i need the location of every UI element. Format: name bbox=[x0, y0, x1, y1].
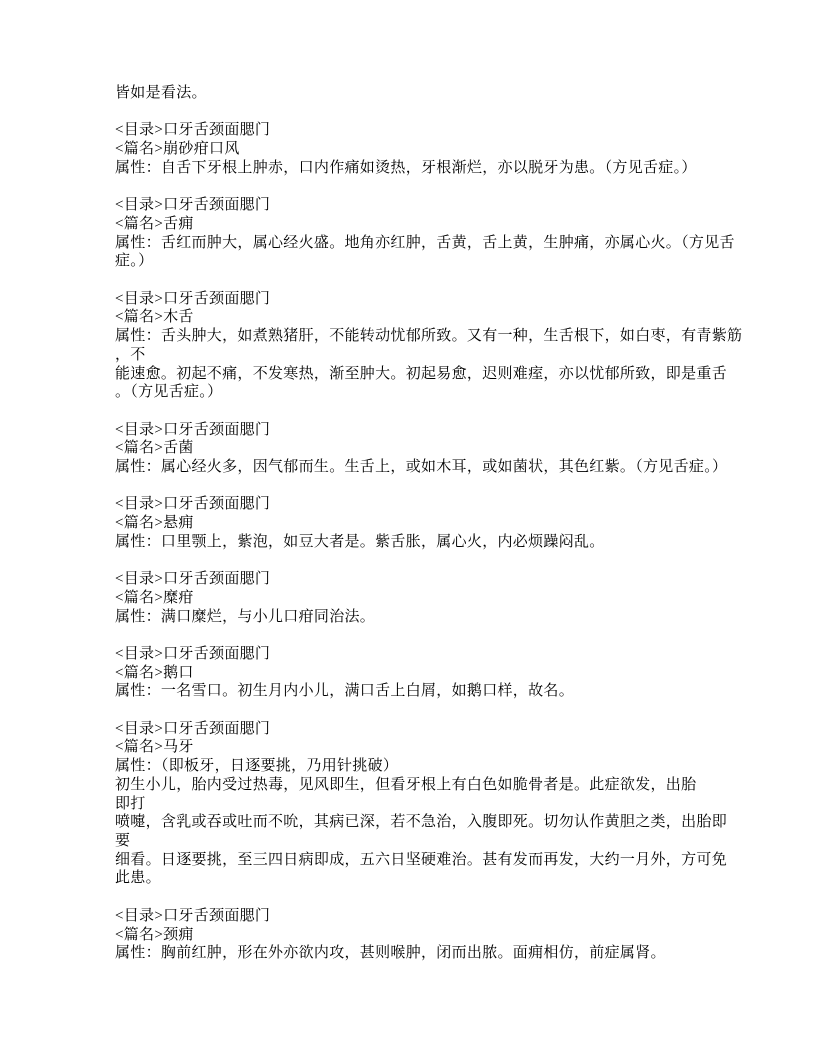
catalog-line: <目录>口牙舌颈面腮门 bbox=[115, 290, 271, 307]
catalog-line: <目录>口牙舌颈面腮门 bbox=[115, 197, 271, 214]
body-line: 此患。 bbox=[115, 870, 161, 887]
title-line: <篇名>悬痈 bbox=[115, 515, 194, 532]
body-line: 要 bbox=[115, 833, 131, 849]
catalog-line: <目录>口牙舌颈面腮门 bbox=[115, 907, 271, 924]
body-line: 属性：（即板牙，日逐要挑，乃用针挑破） bbox=[115, 758, 399, 775]
title-line: <篇名>鹅口 bbox=[115, 664, 194, 681]
body-line: 属性：属心经火多，因气郁而生。生舌上，或如木耳，或如菌状，其色红紫。（方见舌症。） bbox=[115, 459, 728, 475]
title-line: <篇名>马牙 bbox=[115, 739, 194, 756]
catalog-line: <目录>口牙舌颈面腮门 bbox=[115, 720, 271, 737]
title-line: <篇名>舌痈 bbox=[115, 215, 194, 232]
body-line: 细看。日逐要挑，至三四日病即成，五六日坚硬难治。甚有发而再发，大约一月外，方可免 bbox=[115, 851, 728, 868]
title-line: <篇名>木舌 bbox=[115, 309, 194, 326]
text-section bbox=[115, 290, 743, 402]
catalog-line: <目录>口牙舌颈面腮门 bbox=[115, 122, 271, 139]
text-section bbox=[115, 907, 728, 963]
title-line: <篇名>崩砂疳口风 bbox=[115, 141, 240, 158]
text-section bbox=[115, 421, 728, 477]
title-line: <篇名>颈痈 bbox=[115, 926, 194, 943]
body-line: 属性：满口糜烂，与小儿口疳同治法。 bbox=[115, 608, 376, 625]
text-section bbox=[115, 196, 735, 271]
intro-line: 皆如是看法。 bbox=[115, 85, 207, 101]
body-line: ，不 bbox=[115, 346, 146, 363]
text-section bbox=[115, 645, 728, 701]
catalog-line: <目录>口牙舌颈面腮门 bbox=[115, 421, 271, 438]
catalog-line: <目录>口牙舌颈面腮门 bbox=[115, 571, 271, 588]
body-line: 属性：口里颚上，紫泡，如豆大者是。紫舌胀，属心火，内必烦躁闷乱。 bbox=[115, 533, 605, 550]
body-line: 属性：一名雪口。初生月内小儿，满口舌上白屑，如鹅口样，故名。 bbox=[115, 683, 575, 700]
body-line: 属性：胸前红肿，形在外亦欲内攻，甚则喉肿，闭而出脓。面痈相仿，前症属肾。 bbox=[115, 945, 666, 962]
catalog-line: <目录>口牙舌颈面腮门 bbox=[115, 645, 271, 662]
text-section bbox=[115, 570, 728, 626]
text-section bbox=[115, 495, 728, 551]
body-line: 能速愈。初起不痛，不发寒热，渐至肿大。初起易愈，迟则难痓，亦以忧郁所致，即是重舌 bbox=[115, 365, 728, 382]
body-line: 属性：舌头肿大，如煮熟猪肝，不能转动忧郁所致。又有一种，生舌根下，如白枣，有青紫筋 bbox=[115, 328, 743, 345]
title-line: <篇名>糜疳 bbox=[115, 589, 194, 606]
catalog-line: <目录>口牙舌颈面腮门 bbox=[115, 496, 271, 513]
title-line: <篇名>舌菌 bbox=[115, 440, 194, 457]
body-line: 初生小儿，胎内受过热毒，见风即生，但看牙根上有白色如脆骨者是。此症欲发，出胎 bbox=[115, 776, 697, 793]
body-line: 喷嚏，含乳或吞或吐而不吮，其病已深，若不急治，入腹即死。切勿认作黄胆之类，出胎即 bbox=[115, 814, 728, 831]
body-line: 属性：自舌下牙根上肿赤，口内作痛如烫热，牙根渐烂，亦以脱牙为患。（方见舌症。） bbox=[115, 159, 697, 176]
body-line: 即打 bbox=[115, 795, 146, 812]
text-section bbox=[115, 720, 728, 888]
intro-block bbox=[115, 84, 728, 103]
body-line: 。（方见舌症。） bbox=[115, 384, 223, 401]
body-line: 症。） bbox=[115, 253, 154, 270]
body-line: 属性：舌红而肿大，属心经火盛。地角亦红肿，舌黄，舌上黄，生肿痛，亦属心火。（方见舌 bbox=[115, 234, 735, 251]
text-section bbox=[115, 121, 728, 177]
